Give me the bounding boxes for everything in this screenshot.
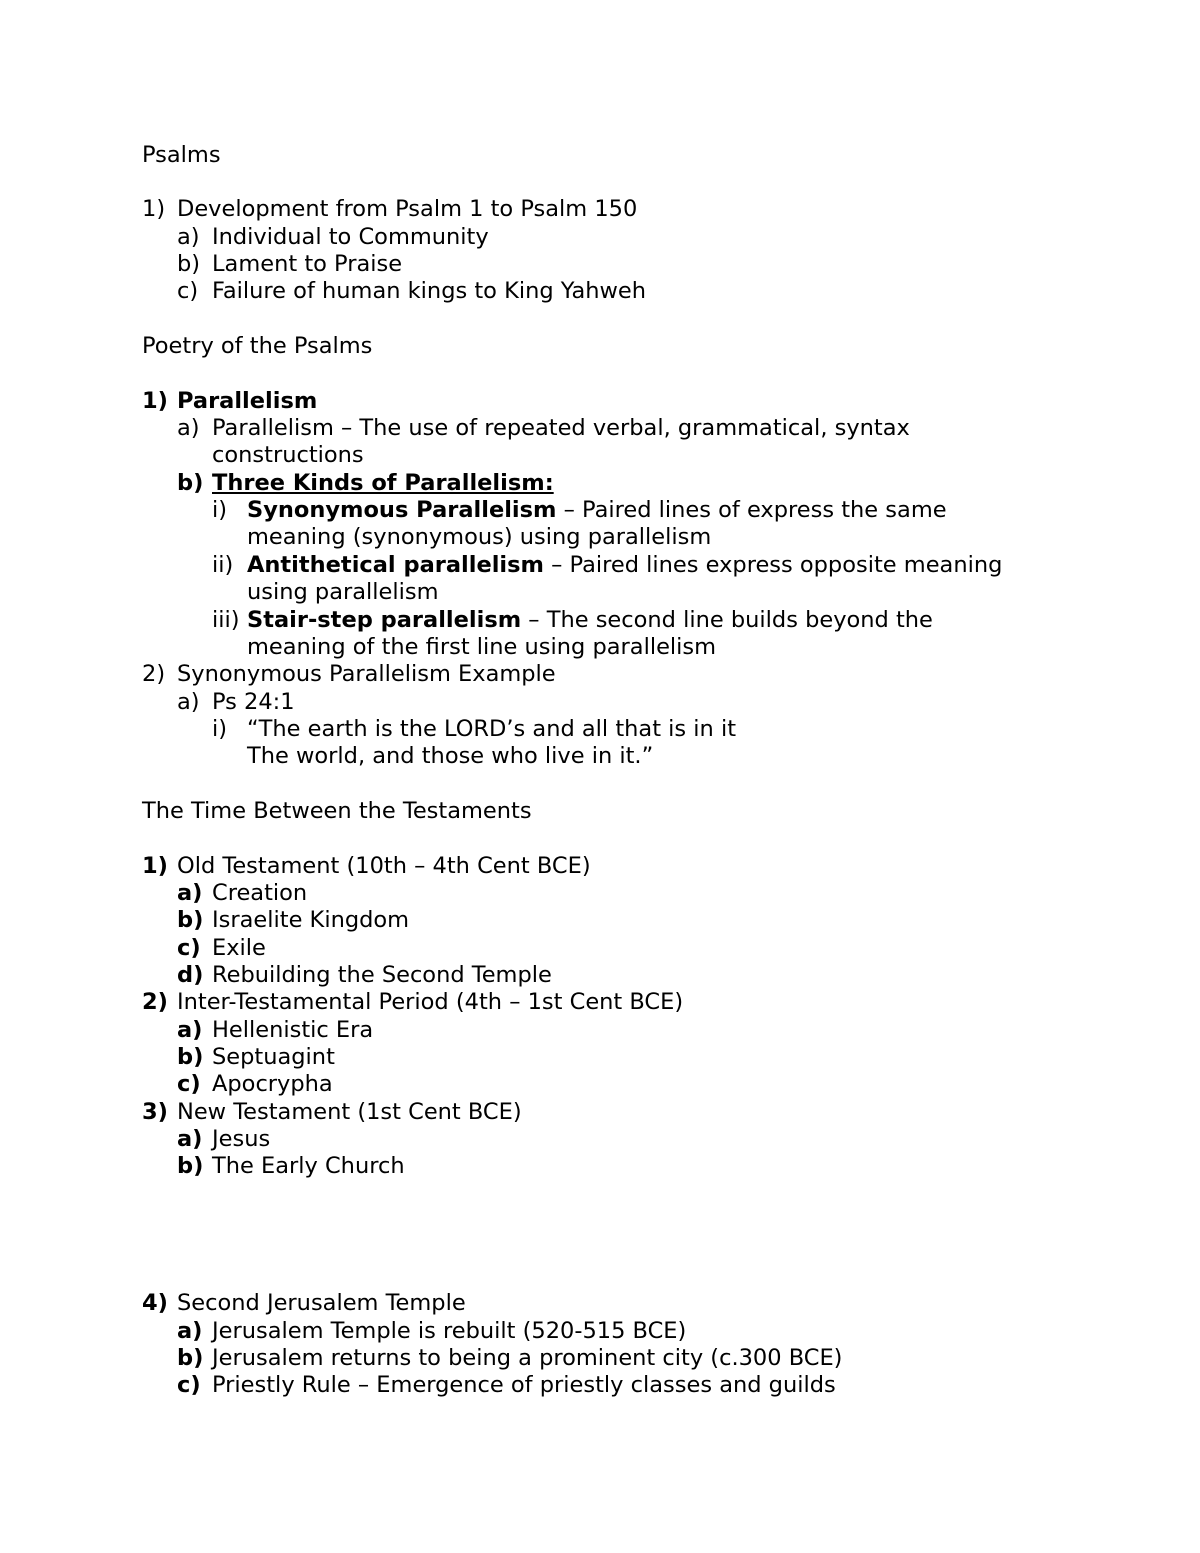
term-synonymous: Synonymous Parallelism [247, 497, 557, 523]
term-stair-step: Stair-step parallelism [247, 607, 522, 633]
term-antithetical: Antithetical parallelism [247, 552, 544, 578]
